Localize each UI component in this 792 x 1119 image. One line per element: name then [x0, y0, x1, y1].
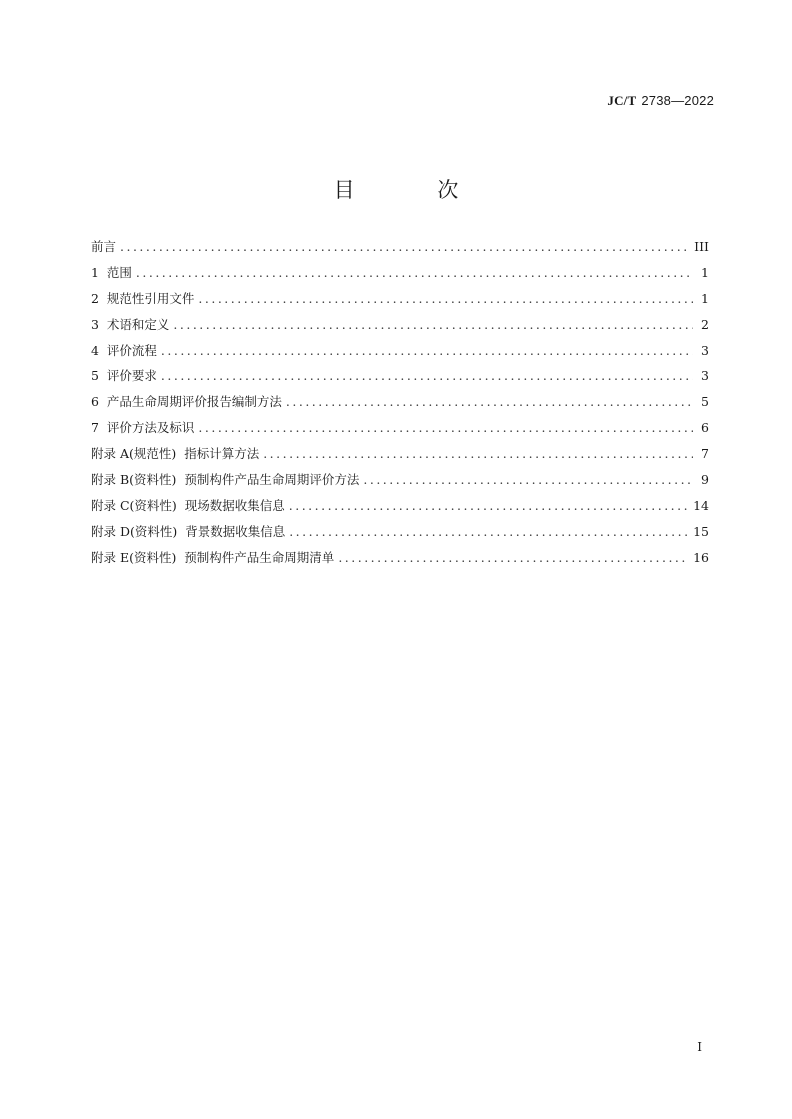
page-number: I [697, 1040, 702, 1054]
table-of-contents [91, 237, 709, 574]
toc-leader-dots [161, 368, 693, 383]
standard-code-number: 2738—2022 [641, 93, 714, 108]
toc-leader-dots [363, 472, 693, 487]
toc-item-annex-d[interactable] [91, 522, 709, 548]
standard-code [607, 93, 714, 109]
toc-item-label: 4 评价流程 [91, 342, 157, 358]
toc-item-page: 16 [693, 549, 709, 565]
toc-item-annex-a[interactable] [91, 444, 709, 470]
toc-item-scope[interactable] [91, 263, 709, 289]
toc-item-page: 1 [701, 264, 709, 280]
toc-item-page: 15 [693, 523, 709, 539]
toc-leader-dots [173, 317, 693, 332]
toc-leader-dots [120, 239, 690, 254]
toc-leader-dots [198, 420, 693, 435]
toc-item-page: 3 [701, 342, 709, 358]
toc-leader-dots [198, 291, 693, 306]
toc-item-evaluation-requirements[interactable] [91, 366, 709, 392]
toc-item-terms-definitions[interactable] [91, 315, 709, 341]
toc-item-page: 1 [701, 290, 709, 306]
toc-item-label: 6 产品生命周期评价报告编制方法 [91, 394, 282, 410]
toc-item-page: III [694, 239, 709, 254]
toc-item-page: 14 [693, 497, 709, 513]
toc-leader-dots [263, 446, 693, 461]
toc-item-label: 2 规范性引用文件 [91, 290, 195, 306]
toc-item-foreword[interactable] [91, 237, 709, 263]
toc-item-annex-b[interactable] [91, 470, 709, 496]
toc-leader-dots [161, 343, 693, 358]
toc-item-label: 3 术语和定义 [91, 316, 170, 332]
toc-item-page: 9 [701, 472, 709, 488]
toc-item-label: 5 评价要求 [91, 368, 157, 384]
toc-item-normative-references[interactable] [91, 289, 709, 315]
toc-leader-dots [286, 394, 693, 409]
toc-item-label: 附录 A(规范性) 指标计算方法 [91, 446, 260, 462]
toc-item-label: 附录 E(资料性) 预制构件产品生命周期清单 [91, 549, 335, 565]
toc-item-evaluation-process[interactable] [91, 341, 709, 367]
toc-item-annex-e[interactable] [91, 548, 709, 574]
toc-item-label: 附录 B(资料性) 预制构件产品生命周期评价方法 [91, 472, 360, 488]
toc-item-page: 2 [701, 316, 709, 332]
toc-item-page: 5 [701, 394, 709, 410]
toc-item-label: 附录 D(资料性) 背景数据收集信息 [91, 523, 286, 539]
toc-leader-dots [136, 265, 693, 280]
toc-item-label: 1 范围 [91, 264, 132, 280]
toc-leader-dots [289, 498, 689, 513]
toc-item-label: 7 评价方法及标识 [91, 420, 195, 436]
toc-item-page: 7 [701, 446, 709, 462]
toc-item-report-method[interactable] [91, 392, 709, 418]
toc-leader-dots [289, 524, 689, 539]
toc-item-page: 3 [701, 368, 709, 384]
standard-code-prefix: JC/T [607, 93, 637, 108]
page-title: 目 次 [333, 178, 497, 202]
toc-item-page: 6 [701, 420, 709, 436]
toc-item-label: 前言 [91, 239, 117, 254]
toc-leader-dots [338, 550, 689, 565]
toc-item-evaluation-method-labeling[interactable] [91, 418, 709, 444]
toc-item-label: 附录 C(资料性) 现场数据收集信息 [91, 497, 285, 513]
toc-item-annex-c[interactable] [91, 496, 709, 522]
